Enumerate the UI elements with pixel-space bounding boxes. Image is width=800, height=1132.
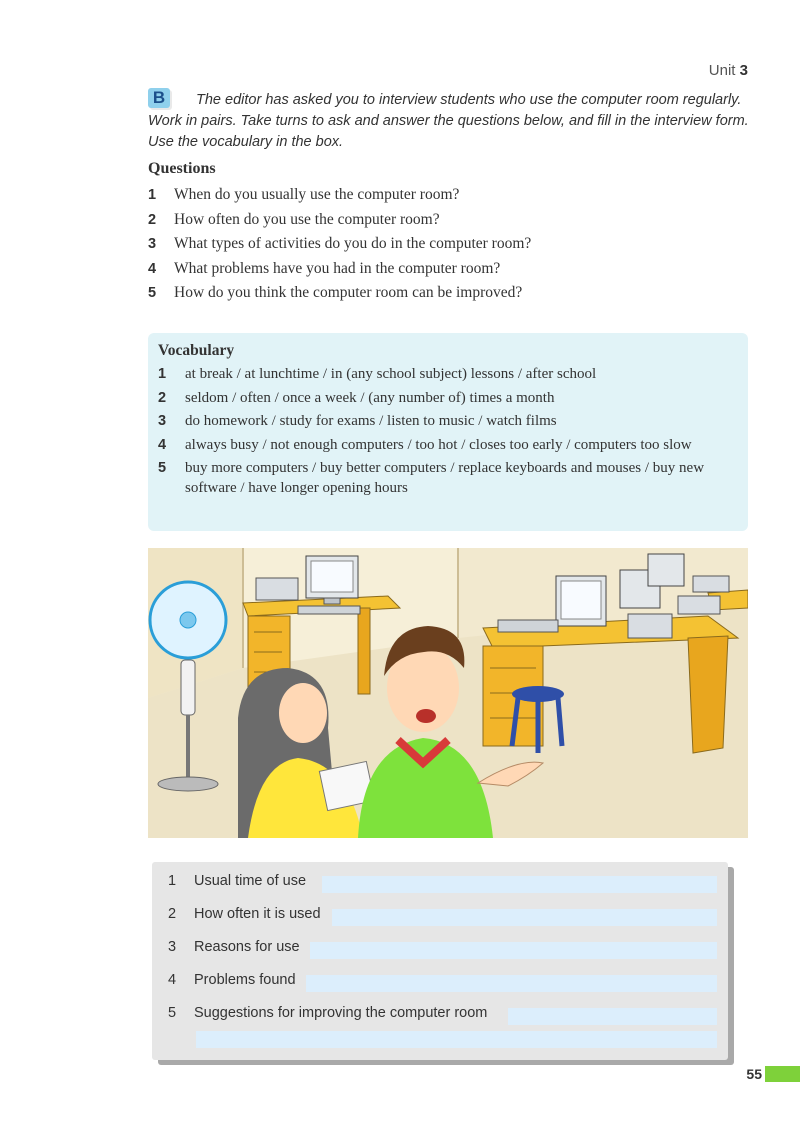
- reasons-field[interactable]: [310, 942, 717, 959]
- question-item: [148, 232, 748, 257]
- page-number: 55: [746, 1066, 762, 1082]
- form-row-how-often: [168, 906, 321, 922]
- question-text: When do you usually use the computer room?: [174, 186, 460, 203]
- question-text: How do you think the computer room can be improved?: [174, 284, 523, 301]
- form-row-reasons: [168, 939, 300, 955]
- question-item: [148, 208, 748, 233]
- form-row-label: Usual time of use: [194, 873, 307, 889]
- vocabulary-list: [158, 365, 738, 502]
- question-text: How often do you use the computer room?: [174, 210, 440, 228]
- vocabulary-item: [158, 412, 738, 432]
- question-text: What problems have you had in the computer room?: [174, 259, 501, 277]
- form-row-number: 3: [168, 939, 177, 955]
- vocabulary-number: 5: [158, 460, 167, 476]
- unit-number: 3: [739, 62, 748, 79]
- vocabulary-item: [158, 436, 738, 456]
- vocabulary-number: 3: [158, 413, 167, 429]
- form-row-number: 2: [168, 906, 177, 922]
- vocabulary-text: buy more computers / buy better computers / replace keyboards and mouses / buy new software / have longer opening hours: [185, 460, 705, 496]
- problems-field[interactable]: [306, 975, 717, 992]
- how-often-field[interactable]: [332, 909, 717, 926]
- vocabulary-text: always busy / not enough computers / too hot / closes too early / computers too slow: [185, 436, 692, 453]
- vocabulary-number: 4: [158, 436, 167, 453]
- form-row-label: Reasons for use: [194, 939, 300, 955]
- page-number-bar: [765, 1066, 800, 1082]
- form-row-suggestions: [168, 1005, 487, 1021]
- vocabulary-box: [148, 333, 748, 531]
- vocabulary-text: seldom / often / once a week / (any number of) times a month: [185, 389, 555, 406]
- computer-room-illustration: [148, 548, 748, 838]
- interview-form: [152, 862, 728, 1060]
- vocabulary-item: [158, 365, 738, 385]
- form-row-number: 5: [168, 1005, 177, 1021]
- form-row-number: 4: [168, 972, 177, 988]
- form-row-label: Problems found: [194, 972, 296, 988]
- vocabulary-number: 1: [158, 366, 167, 382]
- question-number: 4: [148, 260, 157, 277]
- form-row-label: How often it is used: [194, 906, 321, 922]
- question-number: 1: [148, 187, 157, 203]
- question-item: [148, 257, 748, 282]
- task-badge: B: [148, 88, 170, 108]
- suggestions-field-line-2[interactable]: [196, 1031, 717, 1048]
- form-row-problems: [168, 972, 296, 988]
- questions-list: [148, 183, 748, 306]
- question-text: What types of activities do you do in the computer room?: [174, 235, 532, 252]
- vocabulary-text: at break / at lunchtime / in (any school subject) lessons / after school: [185, 366, 597, 382]
- vocabulary-item: [158, 389, 738, 409]
- question-item: [148, 281, 748, 306]
- form-row-usual-time: [168, 873, 306, 889]
- illustration-svg: [148, 548, 748, 838]
- task-instruction: The editor has asked you to interview students who use the computer room regularly. Work in pairs. Take turns to ask and answer the questions below, and fill in the interview form. Use the vocabulary in the box.: [148, 92, 749, 150]
- question-number: 2: [148, 211, 157, 228]
- unit-prefix: Unit: [708, 62, 736, 79]
- vocabulary-text: do homework / study for exams / listen to music / watch films: [185, 413, 557, 429]
- form-row-number: 1: [168, 873, 177, 889]
- questions-heading: Questions: [148, 160, 216, 177]
- vocabulary-number: 2: [158, 389, 167, 406]
- question-number: 3: [148, 236, 157, 252]
- vocabulary-item: [158, 459, 738, 498]
- suggestions-field[interactable]: [508, 1008, 717, 1025]
- usual-time-field[interactable]: [322, 876, 717, 893]
- form-row-label: Suggestions for improving the computer room: [194, 1005, 488, 1021]
- unit-label: [709, 62, 748, 79]
- question-item: [148, 183, 748, 208]
- vocabulary-heading: Vocabulary: [158, 342, 235, 359]
- question-number: 5: [148, 285, 157, 301]
